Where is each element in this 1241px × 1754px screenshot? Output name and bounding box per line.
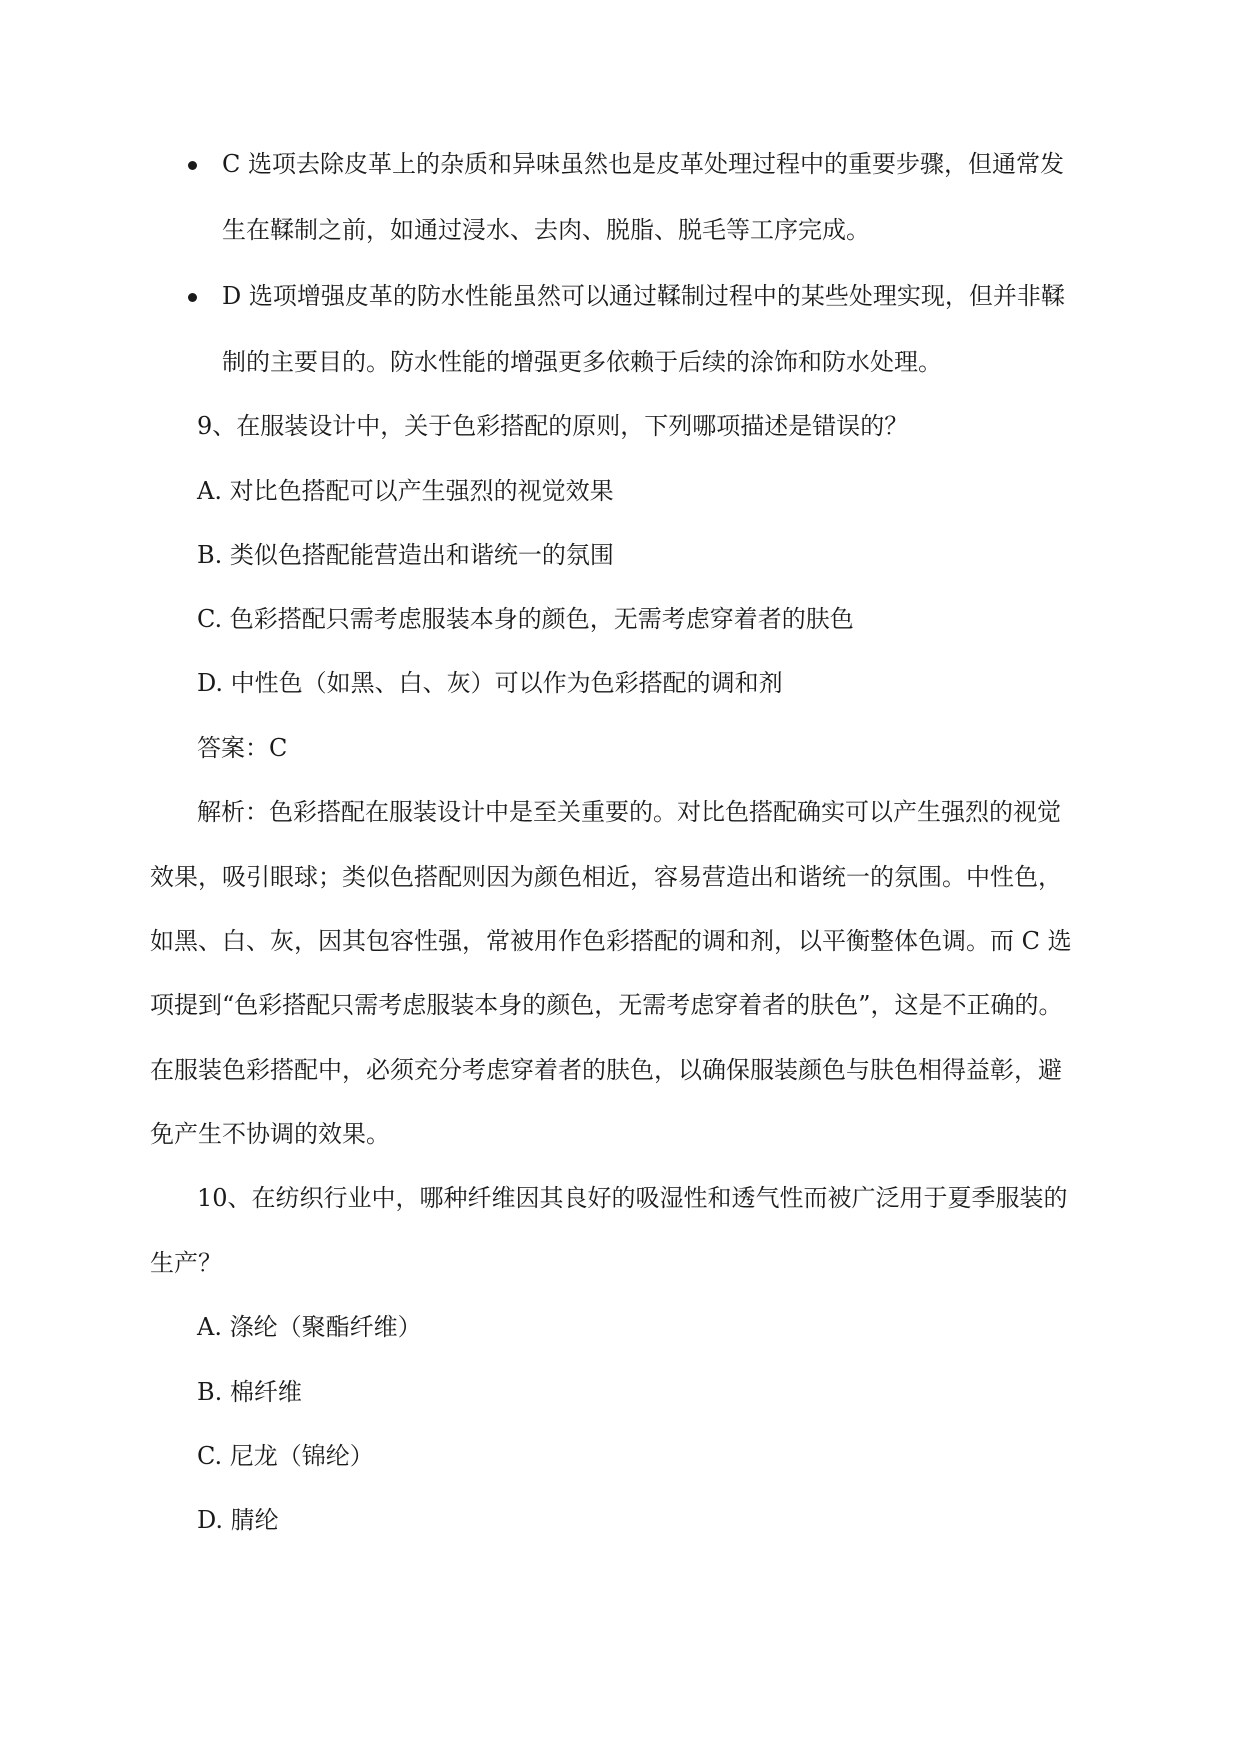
question-9: 9、在服装设计中，关于色彩搭配的原则，下列哪项描述是错误的？ bbox=[197, 412, 909, 440]
q9-option-a: A. 对比色搭配可以产生强烈的视觉效果 bbox=[197, 477, 614, 505]
q10-option-a: A. 涤纶（聚酯纤维） bbox=[197, 1313, 422, 1341]
q9-analysis-line-5: 在服装色彩搭配中，必须充分考虑穿着者的肤色，以确保服装颜色与肤色相得益彰，避 bbox=[150, 1056, 1062, 1084]
q9-option-c: C. 色彩搭配只需考虑服装本身的颜色，无需考虑穿着者的肤色 bbox=[197, 605, 854, 633]
bullet-c-line-1: C 选项去除皮革上的杂质和异味虽然也是皮革处理过程中的重要步骤，但通常发 bbox=[222, 150, 1064, 178]
q9-answer: 答案：C bbox=[197, 734, 288, 762]
q9-analysis-line-3: 如黑、白、灰，因其包容性强，常被用作色彩搭配的调和剂，以平衡整体色调。而 C 选 bbox=[150, 927, 1072, 955]
q10-option-c: C. 尼龙（锦纶） bbox=[197, 1442, 374, 1470]
question-10-line-1: 10、在纺织行业中，哪种纤维因其良好的吸湿性和透气性而被广泛用于夏季服装的 bbox=[197, 1184, 1068, 1212]
bullet-icon bbox=[188, 161, 197, 170]
q9-option-b: B. 类似色搭配能营造出和谐统一的氛围 bbox=[197, 541, 614, 569]
bullet-icon bbox=[188, 293, 197, 302]
q9-analysis-line-6: 免产生不协调的效果。 bbox=[150, 1120, 390, 1148]
q10-option-b: B. 棉纤维 bbox=[197, 1378, 302, 1406]
question-10-line-2: 生产？ bbox=[150, 1249, 222, 1277]
q9-analysis-line-2: 效果，吸引眼球；类似色搭配则因为颜色相近，容易营造出和谐统一的氛围。中性色， bbox=[150, 863, 1062, 891]
bullet-d-line-1: D 选项增强皮革的防水性能虽然可以通过鞣制过程中的某些处理实现，但并非鞣 bbox=[222, 282, 1065, 310]
q9-analysis-line-1: 解析：色彩搭配在服装设计中是至关重要的。对比色搭配确实可以产生强烈的视觉 bbox=[197, 798, 1061, 826]
q9-option-d: D. 中性色（如黑、白、灰）可以作为色彩搭配的调和剂 bbox=[197, 669, 783, 697]
bullet-c-line-2: 生在鞣制之前，如通过浸水、去肉、脱脂、脱毛等工序完成。 bbox=[222, 216, 870, 244]
bullet-d-line-2: 制的主要目的。防水性能的增强更多依赖于后续的涂饰和防水处理。 bbox=[222, 348, 942, 376]
q10-option-d: D. 腈纶 bbox=[197, 1506, 279, 1534]
q9-analysis-line-4: 项提到“色彩搭配只需考虑服装本身的颜色，无需考虑穿着者的肤色”，这是不正确的。 bbox=[150, 991, 1063, 1019]
